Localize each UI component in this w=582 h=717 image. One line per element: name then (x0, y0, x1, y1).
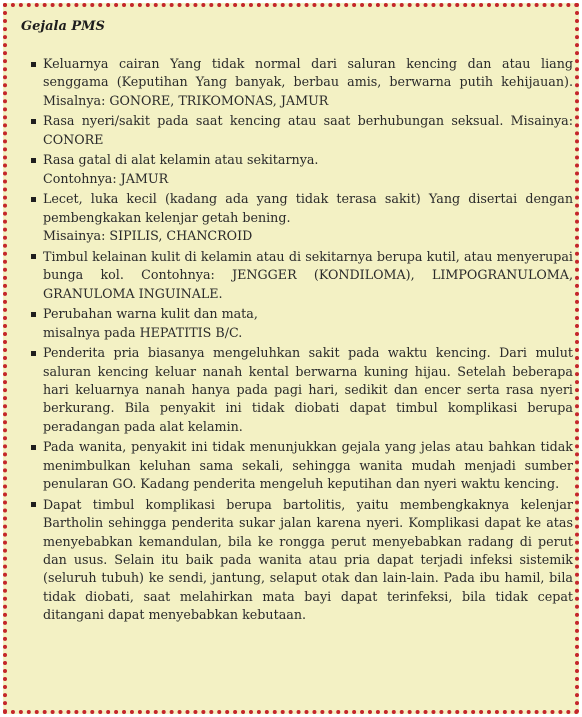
list-item (29, 496, 573, 625)
list-item-text: Dapat timbul komplikasi berupa bartolitis, yaitu membengkaknya kelenjar Bartholin sehingga penderita sukar jalan karena nyeri. Komplikasi dapat ke atas menyebabkan kemandulan, bila ke rongga perut menyebabkan radang di perut dan usus. Selain itu baik pada wanita atau pria dapat terjadi infeksi sistemik (seluruh tubuh) ke sendi, jantung, selaput otak dan lain-lain. Pada ibu hamil, bila tidak diobati, saat melahirkan mata bayi dapat terinfeksi, bila tidak cepat ditangani dapat menyebabkan kebutaan. (43, 496, 573, 623)
list-item-text: Keluarnya cairan Yang tidak normal dari saluran kencing dan atau liang senggama (Keputihan Yang banyak, berbau amis, berwarna putih kehijauan). Misalnya: GONORE, TRIKOMONAS, JAMUR (43, 56, 573, 108)
bullet-icon (31, 62, 36, 67)
list-item (29, 248, 573, 303)
list-item (29, 112, 573, 149)
list-item (29, 438, 573, 493)
bullet-icon (31, 445, 36, 450)
list-item (29, 151, 573, 188)
list-item (29, 344, 573, 436)
list-item-text: Pada wanita, penyakit ini tidak menunjukkan gejala yang jelas atau bahkan tidak menimbulkan keluhan sama sekali, sehingga wanita mudah menjadi sumber penularan GO. Kadang penderita mengeluh keputihan dan nyeri waktu kencing. (43, 439, 573, 492)
content-panel (3, 3, 579, 714)
symptom-list (29, 55, 573, 627)
list-item-text: Penderita pria biasanya mengeluhkan sakit pada waktu kencing. Dari mulut saluran kencing keluar nanah kental berwarna kuning hijau. Setelah beberapa hari keluarnya nanah hanya pada pagi hari, sedikit dan encer serta rasa nyeri berkurang. Bila penyakit ini tidak diobati dapat timbul komplikasi berupa peradangan pada alat kelamin. (43, 345, 573, 434)
page-title: Gejala PMS (21, 19, 105, 34)
bullet-icon (31, 119, 36, 124)
list-item (29, 190, 573, 245)
list-item-text: Perubahan warna kulit dan mata, misalnya pada HEPATITIS B/C. (43, 306, 258, 340)
bullet-icon (31, 351, 36, 356)
list-item-text: Rasa nyeri/sakit pada saat kencing atau saat berhubungan seksual. Misainya: CONORE (43, 113, 573, 147)
list-item (29, 55, 573, 110)
bullet-icon (31, 254, 36, 259)
list-item-text: Lecet, luka kecil (kadang ada yang tidak terasa sakit) Yang disertai dengan pembengkakan kelenjar getah bening. Misainya: SIPILIS, CHANCROID (43, 191, 573, 244)
list-item (29, 305, 573, 342)
bullet-icon (31, 197, 36, 202)
list-item-text: Timbul kelainan kulit di kelamin atau di sekitarnya berupa kutil, atau menyerupai bunga kol. Contohnya: JENGGER (KONDILOMA), LIMPOGRANULOMA, GRANULOMA INGUINALE. (43, 248, 573, 301)
bullet-icon (31, 312, 36, 317)
bullet-icon (31, 502, 36, 507)
list-item-text: Rasa gatal di alat kelamin atau sekitarnya. Contohnya: JAMUR (43, 152, 319, 186)
bullet-icon (31, 158, 36, 163)
